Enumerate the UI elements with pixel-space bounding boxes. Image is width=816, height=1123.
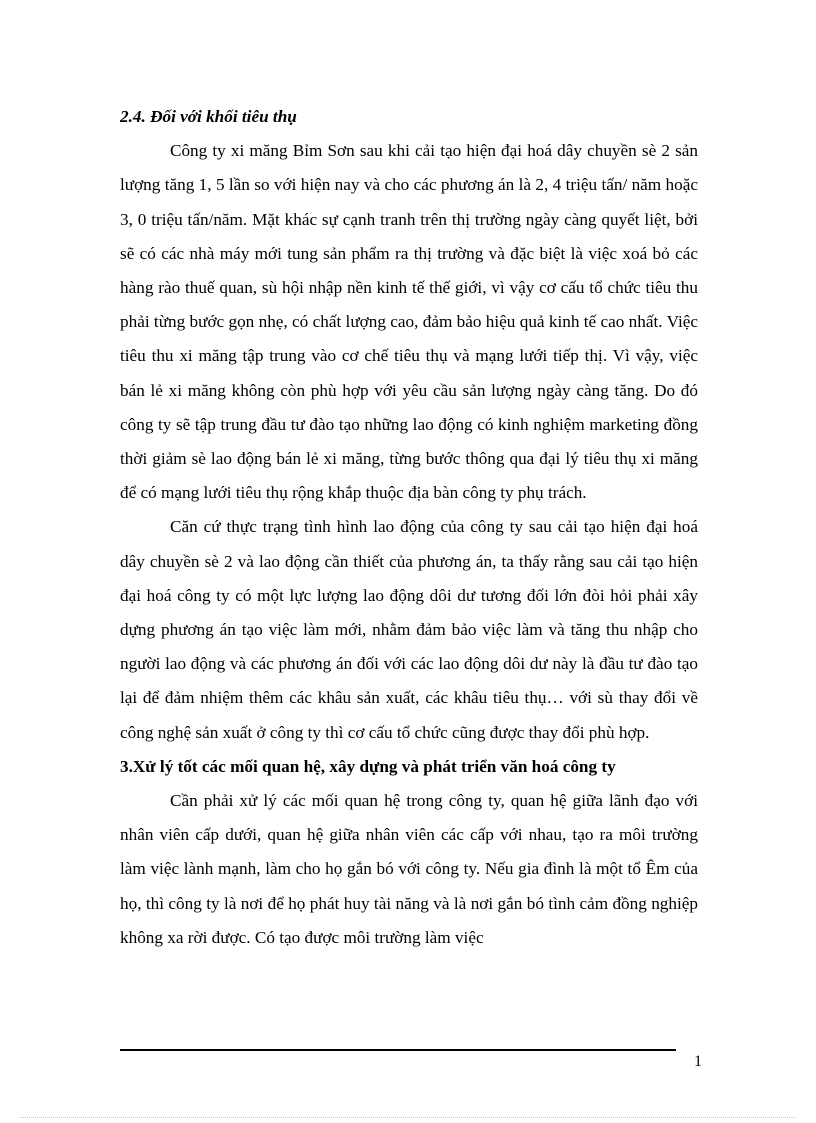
paragraph-2: Căn cứ thực trạng tình hình lao động của công ty sau cải tạo hiện đại hoá dây chuyền sè 2 và lao động cần thiết của phương án, ta thấy rằng sau cải tạo hiện đại hoá công ty có một lực lượng lao động dôi dư tương đối lớn đòi hỏi phải xây dựng phương án tạo việc làm mới, nhằm đảm bảo việc làm và tăng thu nhập cho người lao động và các phương án đối với các lao động dôi dư này là đầu tư đào tạo lại để đảm nhiệm thêm các khâu sản xuất, các khâu tiêu thụ… với sù thay đổi về công nghệ sản xuất ở công ty thì cơ cấu tổ chức cũng được thay đổi phù hợp. [120, 517, 698, 742]
paragraph-3: Cần phải xử lý các mối quan hệ trong công ty, quan hệ giữa lãnh đạo với nhân viên cấp dưới, quan hệ giữa nhân viên các cấp với nhau, tạo ra môi trường làm việc lành mạnh, làm cho họ gắn bó với công ty. Nếu gia đình là một tổ Êm của họ, thì công ty là nơi để họ phát huy tài năng và là nơi gắn bó tình cảm đồng nghiệp không xa rời được. Có tạo được môi trường làm việc [120, 791, 698, 947]
page-bottom-dotted-border [20, 1117, 796, 1118]
section-3-heading: 3.Xử lý tốt các mối quan hệ, xây dựng và phát triển văn hoá công ty [120, 756, 616, 776]
paragraph-1: Công ty xi măng Bỉm Sơn sau khi cải tạo hiện đại hoá dây chuyền sè 2 sản lượng tăng 1, 5 lần so với hiện nay và cho các phương án là 2, 4 triệu tấn/ năm hoặc 3, 0 triệu tấn/năm. Mặt khác sự cạnh tranh trên thị trường ngày càng quyết liệt, bởi sẽ có các nhà máy mới tung sản phẩm ra thị trường và đặc biệt là việc xoá bỏ các hàng rào thuế quan, sù hội nhập nền kinh tế thế giới, vì vậy cơ cấu tổ chức tiêu thu phải từng bước gọn nhẹ, có chất lượng cao, đảm bảo hiệu quả kinh tế cao nhất. Việc tiêu thu xi măng tập trung vào cơ chế tiêu thụ và mạng lưới tiếp thị. Vì vậy, việc bán lẻ xi măng không còn phù hợp với yêu cầu sản lượng ngày càng tăng. Do đó công ty sẽ tập trung đầu tư đào tạo những lao động có kinh nghiệm marketing đồng thời giảm sè lao động bán lẻ xi măng, từng bước thông qua đại lý tiêu thụ xi măng để có mạng lưới tiêu thụ rộng khắp thuộc địa bàn công ty phụ trách. [120, 141, 698, 503]
page-number: 1 [694, 1053, 702, 1070]
section-2-4-heading: 2.4. Đối với khối tiêu thụ [120, 107, 297, 126]
document-body [120, 100, 698, 955]
footer-rule [120, 1049, 676, 1051]
